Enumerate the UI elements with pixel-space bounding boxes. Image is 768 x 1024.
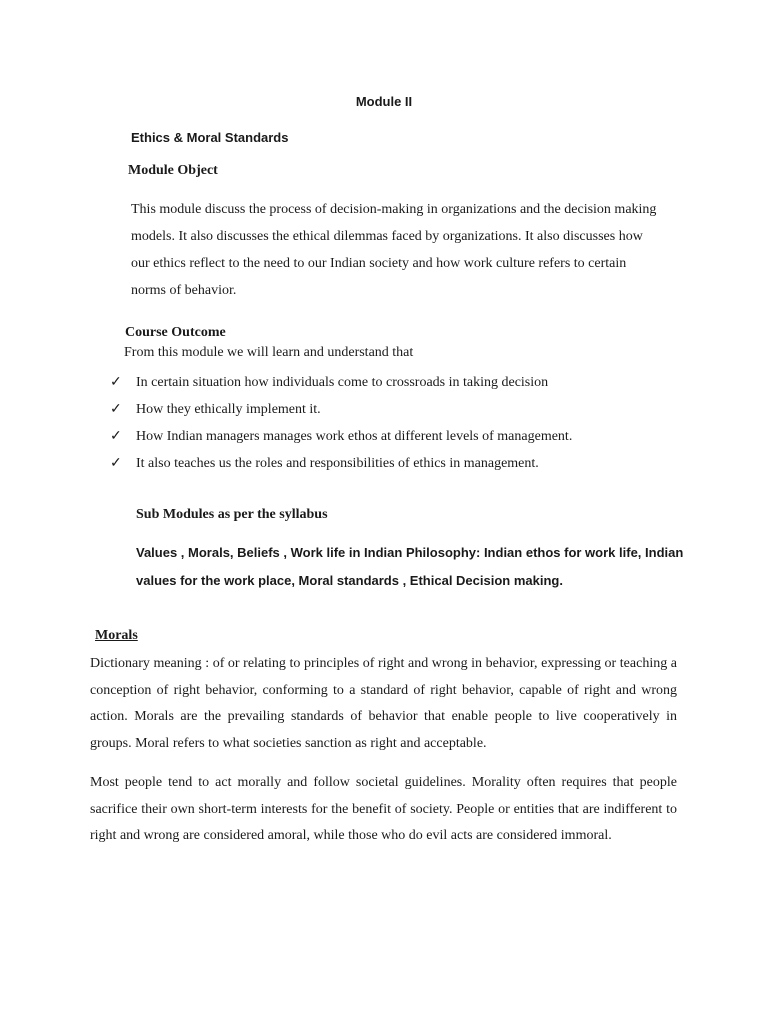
checkmark-icon: ✓ <box>110 375 122 390</box>
checkmark-icon: ✓ <box>110 402 122 417</box>
module-title: Module II <box>355 94 413 109</box>
course-outcome-heading: Course Outcome <box>125 325 226 340</box>
module-subtitle: Ethics & Moral Standards <box>131 130 289 145</box>
sub-modules-heading: Sub Modules as per the syllabus <box>136 507 328 522</box>
list-item <box>110 450 572 477</box>
sub-modules-paragraph: Values , Morals, Beliefs , Work life in Indian Philosophy: Indian ethos for work life, Indian values for the work place, Moral standards , Ethical Decision making. <box>136 545 684 588</box>
list-item-text: It also teaches us the roles and responsibilities of ethics in management. <box>136 456 539 471</box>
morals-paragraph-2: Most people tend to act morally and follow societal guidelines. Morality often requires that people sacrifice their own short-term interests for the benefit of society. People or entities that are indifferent to right and wrong are considered amoral, while those who do evil acts are considered immoral. <box>90 775 677 843</box>
module-object-heading: Module Object <box>128 163 218 178</box>
course-outcome-list <box>110 369 572 477</box>
list-item <box>110 423 572 450</box>
list-item <box>110 396 572 423</box>
checkmark-icon: ✓ <box>110 429 122 444</box>
list-item-text: How Indian managers manages work ethos at different levels of management. <box>136 429 573 444</box>
list-item <box>110 369 572 396</box>
list-item-text: How they ethically implement it. <box>136 402 321 417</box>
course-outcome-intro: From this module we will learn and understand that <box>124 345 414 360</box>
checkmark-icon: ✓ <box>110 456 122 471</box>
module-object-paragraph: This module discuss the process of decision-making in organizations and the decision making models. It also discusses the ethical dilemmas faced by organizations. It also discusses how our ethics reflect to the need to our Indian society and how work culture refers to certain norms of behavior. <box>131 202 657 298</box>
morals-paragraph-1: Dictionary meaning : of or relating to principles of right and wrong in behavior, expressing or teaching a conception of right behavior, conforming to a standard of right behavior, capable of right and wrong action. Morals are the prevailing standards of behavior that enable people to live cooperatively in groups. Moral refers to what societies sanction as right and acceptable. <box>90 656 677 751</box>
morals-heading: Morals <box>95 628 138 643</box>
list-item-text: In certain situation how individuals come to crossroads in taking decision <box>136 375 549 390</box>
